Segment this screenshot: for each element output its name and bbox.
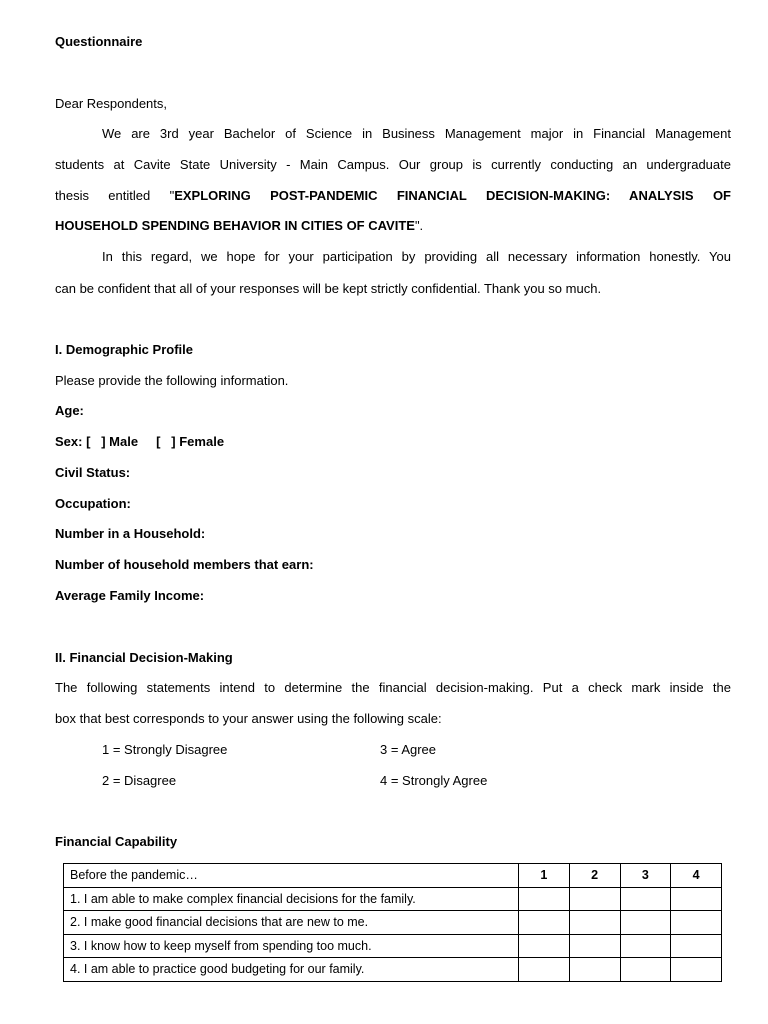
statement-4: 4. I am able to practice good budgeting for our family. bbox=[64, 958, 519, 982]
financial-capability-table bbox=[63, 863, 722, 982]
table-row bbox=[64, 911, 722, 935]
family-income-label: Average Family Income: bbox=[55, 588, 205, 603]
intro-line-4 bbox=[55, 218, 423, 233]
checkbox-cell-2-2[interactable] bbox=[569, 911, 620, 935]
statement-2: 2. I make good financial decisions that are new to me. bbox=[64, 911, 519, 935]
checkbox-cell-1-3[interactable] bbox=[620, 887, 671, 911]
statement-1: 1. I am able to make complex financial decisions for the family. bbox=[64, 887, 519, 911]
table-row bbox=[64, 887, 722, 911]
scale-1: 1 = Strongly Disagree bbox=[102, 742, 228, 757]
financial-capability-heading: Financial Capability bbox=[55, 834, 178, 849]
household-size-label: Number in a Household: bbox=[55, 526, 206, 541]
scale-2: 2 = Disagree bbox=[102, 773, 177, 788]
civil-status-label: Civil Status: bbox=[55, 465, 131, 480]
checkbox-cell-3-2[interactable] bbox=[569, 934, 620, 958]
intro-line-3 bbox=[55, 188, 731, 203]
statement-3: 3. I know how to keep myself from spending too much. bbox=[64, 934, 519, 958]
header-scale-2: 2 bbox=[569, 864, 620, 888]
section-1-heading: I. Demographic Profile bbox=[55, 342, 193, 357]
checkbox-cell-2-1[interactable] bbox=[519, 911, 570, 935]
checkbox-cell-2-4[interactable] bbox=[671, 911, 722, 935]
intro-line-3-prefix: thesis entitled " bbox=[55, 188, 175, 203]
checkbox-cell-4-1[interactable] bbox=[519, 958, 570, 982]
intro-line-6: can be confident that all of your responses will be kept strictly confidential. Thank you so much. bbox=[55, 281, 602, 296]
checkbox-cell-4-4[interactable] bbox=[671, 958, 722, 982]
checkbox-cell-3-4[interactable] bbox=[671, 934, 722, 958]
checkbox-cell-4-2[interactable] bbox=[569, 958, 620, 982]
intro-line-2: students at Cavite State University - Main Campus. Our group is currently conducting an undergraduate bbox=[55, 157, 731, 172]
table-row bbox=[64, 934, 722, 958]
header-scale-4: 4 bbox=[671, 864, 722, 888]
thesis-title-part-2: HOUSEHOLD SPENDING BEHAVIOR IN CITIES OF CAVITE bbox=[55, 218, 415, 233]
section-2-line-2: box that best corresponds to your answer using the following scale: bbox=[55, 711, 442, 726]
checkbox-cell-1-2[interactable] bbox=[569, 887, 620, 911]
header-scale-3: 3 bbox=[620, 864, 671, 888]
checkbox-cell-3-1[interactable] bbox=[519, 934, 570, 958]
header-label: Before the pandemic… bbox=[64, 864, 519, 888]
intro-line-1: We are 3rd year Bachelor of Science in Business Management major in Financial Management bbox=[102, 126, 731, 141]
checkbox-cell-2-3[interactable] bbox=[620, 911, 671, 935]
intro-line-5: In this regard, we hope for your participation by providing all necessary information honestly. You bbox=[102, 249, 731, 264]
table-row bbox=[64, 958, 722, 982]
section-2-line-1: The following statements intend to determine the financial decision-making. Put a check mark inside the bbox=[55, 680, 731, 695]
earners-label: Number of household members that earn: bbox=[55, 557, 314, 572]
section-2-heading: II. Financial Decision-Making bbox=[55, 650, 233, 665]
salutation: Dear Respondents, bbox=[55, 96, 168, 111]
checkbox-cell-4-3[interactable] bbox=[620, 958, 671, 982]
checkbox-cell-1-4[interactable] bbox=[671, 887, 722, 911]
thesis-title-part-1: EXPLORING POST-PANDEMIC FINANCIAL DECISION-MAKING: ANALYSIS OF bbox=[174, 188, 731, 203]
scale-3: 3 = Agree bbox=[380, 742, 437, 757]
header-scale-1: 1 bbox=[519, 864, 570, 888]
checkbox-cell-1-1[interactable] bbox=[519, 887, 570, 911]
table-header-row bbox=[64, 864, 722, 888]
intro-line-4-suffix: ". bbox=[414, 218, 424, 233]
scale-4: 4 = Strongly Agree bbox=[380, 773, 488, 788]
checkbox-cell-3-3[interactable] bbox=[620, 934, 671, 958]
occupation-label: Occupation: bbox=[55, 496, 131, 511]
sex-label: Sex: [ ] Male [ ] Female bbox=[55, 434, 225, 449]
page-title: Questionnaire bbox=[55, 34, 143, 49]
age-label: Age: bbox=[55, 403, 84, 418]
section-1-instruction: Please provide the following information. bbox=[55, 373, 289, 388]
